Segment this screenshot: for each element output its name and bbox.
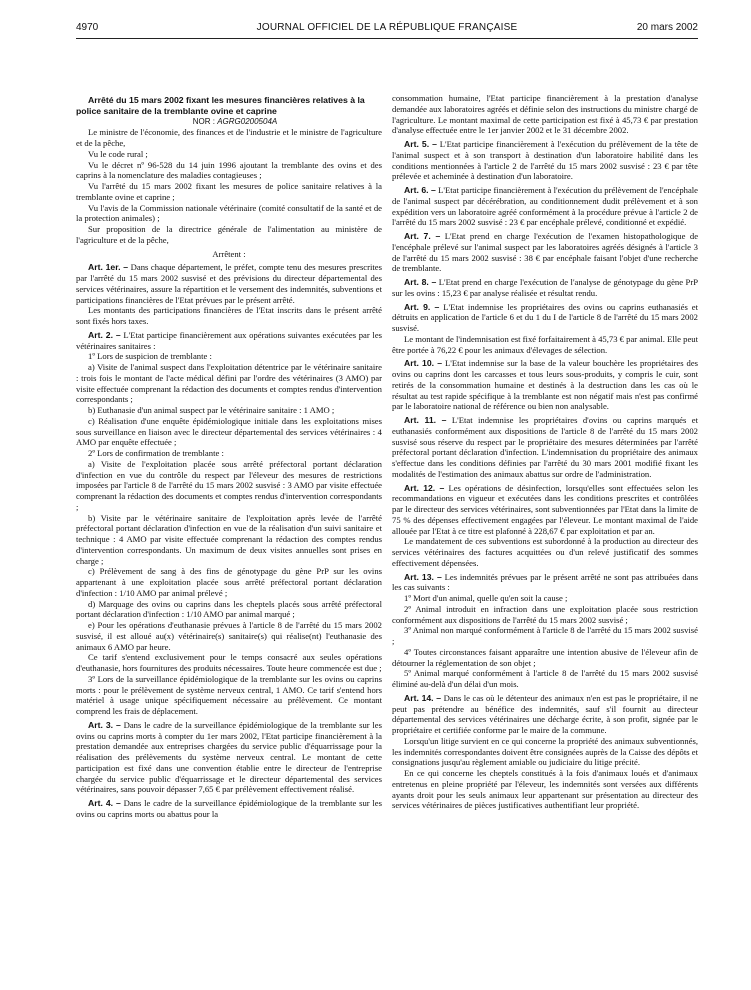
article-11-label: Art. 11. –	[404, 415, 447, 425]
article-6-text: L'Etat participe financièrement à l'exécution du prélèvement de l'encéphale de l'animal suspect par décérébration, au conditionnement dudit prélèvement et à son expédition vers un laboratoire agréé conformément à la procédure prévue à l'article 2 de l'arrêté du 15 mars 2002 susvisé : 23 € par encéphale prélevé, conditionné et expédié.	[392, 185, 698, 228]
article-9-text: L'Etat indemnise les propriétaires des ovins ou caprins euthanasiés et détruits en application de l'article 6 et du 1 du I de l'article 8 de l'arrêté du 15 mars 2002 susvisé.	[392, 301, 698, 333]
article-2-tarif: Ce tarif s'entend exclusivement pour le temps consacré aux seules opérations d'euthanasie, hors fournitures des produits nécessaires. Toute heure commencée est due ;	[76, 652, 382, 674]
article-2-item: c) Prélèvement de sang à des fins de génotypage du gène PrP sur les ovins appartenant à une exploitation placée sous arrêté préfectoral portant déclaration d'infection : 1/10 AMO par animal prélevé ;	[76, 566, 382, 598]
article-3-label: Art. 3. –	[88, 719, 121, 730]
preamble-vu-arrete: Vu l'arrêté du 15 mars 2002 fixant les mesures de police sanitaire relatives à la tremblante ovine et caprine ;	[76, 181, 382, 202]
article-2-label: Art. 2. –	[88, 329, 121, 340]
left-column	[76, 95, 382, 980]
article-9-paragraph-2: Le montant de l'indemnisation est fixé forfaitairement à 45,73 € par animal. Elle peut être portée à 76,22 € pour les animaux d'élevages de sélection.	[392, 333, 698, 355]
article-7-label: Art. 7. –	[404, 231, 441, 241]
article-14-paragraph-3: En ce qui concerne les cheptels constitués à la fois d'animaux loués et d'animaux entretenus en pleine propriété par l'éleveur, les indemnités sont versées aux différents ayants droit pour les seuls animaux leur appartenant sur présentation au directeur des services vétérinaires de pièces justificatives authentifiant leur propriété.	[392, 768, 698, 811]
article-14-paragraph-2: Lorsqu'un litige survient en ce qui concerne la propriété des animaux subventionnés, les indemnités correspondantes doivent être consignées auprès de la Caisse des dépôts et consignations jusqu'au règlement amiable ou judiciaire du litige précité.	[392, 735, 698, 768]
article-2-item: a) Visite de l'exploitation placée sous arrêté préfectoral portant déclaration d'infection en vue du contrôle du respect par l'éleveur des mesures de restrictions imposées par l'article 8 de l'arrêté du 15 mars 2002 susvisé : 3 AMO par visite effectuée comprenant la rédaction des documents et comptes rendus d'intervention correspondants ;	[76, 458, 382, 512]
article-2-item: 2º Lors de confirmation de tremblante :	[88, 448, 224, 459]
issue-date: 20 mars 2002	[636, 22, 698, 33]
article-2-item: e) Pour les opérations d'euthanasie prévues à l'article 8 de l'arrêté du 15 mars 2002 susvisé, il est alloué au(x) vétérinaire(s) sanitaire(s) qui réalise(nt) l'euthanasie des animaux 6 AMO par heure.	[76, 620, 382, 652]
article-13-item: 3º Animal non marqué conformément à l'article 8 de l'arrêté du 15 mars 2002 susvisé ;	[392, 625, 698, 646]
article-4	[76, 798, 382, 820]
preamble-ministers: Le ministre de l'économie, des finances et de l'industrie et le ministre de l'agriculture et de la pêche,	[76, 127, 382, 149]
preamble-vu-avis: Vu l'avis de la Commission nationale vétérinaire (comité consultatif de la santé et de la protection animales) ;	[76, 202, 382, 224]
article-13-item: 4º Toutes circonstances faisant apparaître une intention abusive de l'éleveur afin de détourner la réglementation de son objet ;	[392, 646, 698, 668]
article-12-label: Art. 12. –	[404, 482, 445, 493]
article-10-text: L'Etat indemnise sur la base de la valeur bouchère les propriétaires des ovins ou caprins dont les carcasses et tous leurs sous-produits, y compris le cuir, sont retirés de la consommation humaine et destinés à la destruction dans les cas où le résultat au test rapide spécifique à la tremblante est non négatif mais n'est pas confirmé par le laboratoire national de référence ou bien non analysable.	[392, 358, 698, 412]
article-9	[392, 302, 698, 334]
nor-code: AGRG0200504A	[217, 116, 278, 126]
page-number: 4970	[76, 22, 99, 33]
article-7	[392, 231, 698, 274]
preamble-proposition: Sur proposition de la directrice générale de l'alimentation au ministère de l'agriculture et de la pêche,	[76, 224, 382, 245]
article-12	[392, 483, 698, 537]
article-1-label: Art. 1er. –	[88, 262, 129, 273]
article-3-text: Dans le cadre de la surveillance épidémiologique de la tremblante sur les ovins ou caprins morts à compter du 1er mars 2002, l'Etat participe financièrement à la prestation demandée aux entreprises chargées du service public d'équarrissage pour la réalisation des prélèvements du système nerveux central. Le montant de cette participation est fixé dans une convention établie entre le directeur de l'entreprise chargée du service public d'équarrissage et le directeur départemental des services vétérinaires, sans pouvoir dépasser 7,65 € par prélèvement effectivement réalisé.	[76, 719, 382, 795]
article-4-text: Dans le cadre de la surveillance épidémiologique de la tremblante sur les ovins ou caprins morts ou abattus pour la	[76, 798, 382, 819]
right-column	[392, 93, 698, 978]
article-5-label: Art. 5. –	[404, 139, 437, 149]
article-2-item: a) Visite de l'animal suspect dans l'exploitation détentrice par le vétérinaire sanitaire : trois fois le montant de l'acte médical défini par l'ordre des vétérinaires (3 AMO) par visite effectuée comprenant la rédaction des documents et comptes rendus d'intervention correspondants ;	[76, 362, 382, 405]
decree-title: Arrêté du 15 mars 2002 fixant les mesures financières relatives à la police sanitaire de la tremblante ovine et caprine	[76, 95, 365, 116]
article-11-text: L'Etat indemnise les propriétaires d'ovins ou caprins marqués et euthanasiés conformément aux dispositions de l'article 8 de l'arrêté du 15 mars 2002 susvisé sous réserve du respect par le propriétaire des mesures déterminées par l'arrêté préfectoral portant déclaration d'infection. L'indemnisation du propriétaire des animaux s'effectue dans les conditions définies par l'arrêté du 30 mars 2001 modifié fixant les modalités de l'estimation des animaux abattus sur ordre de l'administration.	[392, 415, 698, 479]
article-2-item: c) Réalisation d'une enquête épidémiologique initiale dans les exploitations mises sous surveillance en liaison avec le directeur départemental des services vétérinaires : 4 AMO par enquête effectuée ;	[76, 415, 382, 448]
arretent-heading: Arrêtent :	[212, 248, 246, 259]
preamble-vu-code: Vu le code rural ;	[88, 148, 148, 159]
article-9-label: Art. 9. –	[404, 301, 440, 312]
article-10-label: Art. 10. –	[404, 358, 443, 369]
article-13-item: 2º Animal introduit en infraction dans une exploitation placée sous restriction conformément aux dispositions de l'arrêté du 15 mars 2002 susvisé ;	[392, 603, 698, 625]
page-header	[76, 22, 698, 36]
article-8-text: L'Etat prend en charge l'exécution de l'analyse de génotypage du gène PrP sur les ovins : 15,23 € par analyse réalisée et résultat rendu.	[392, 277, 698, 298]
article-1-text: Dans chaque département, le préfet, compte tenu des mesures prescrites par l'arrêté du 15 mars 2002 susvisé et des prévisions du directeur départemental des services vétérinaires, assure la répartition et le versement des indemnités, subventions et participations financières de l'Etat prévues par le présent arrêté.	[76, 262, 382, 305]
article-2-item: 3º Lors de la surveillance épidémiologique de la tremblante sur les ovins ou caprins morts : pour le prélèvement de système nerveux central, 1 AMO. Ce tarif s'entend hors matériel à usage unique spécifiquement nécessaire au prélèvement. Ce montant comprend les frais de déplacement.	[76, 673, 382, 717]
article-2-item: d) Marquage des ovins ou caprins dans les cheptels placés sous arrêté préfectoral portant déclaration d'infection : 1/10 AMO par animal marqué ;	[76, 598, 382, 620]
article-13-item: 1º Mort d'un animal, quelle qu'en soit la cause ;	[404, 593, 568, 603]
article-6-label: Art. 6. –	[404, 185, 436, 195]
article-2-item: b) Visite par le vétérinaire sanitaire de l'exploitation après levée de l'arrêté préfectoral portant déclaration d'infection en vue de la réalisation d'un suivi sanitaire et technique : 4 AMO par visite effectuée comprenant la rédaction des comptes rendus d'intervention correspondants. Un maximum de deux visites annuelles sont prises en charge ;	[76, 512, 382, 566]
article-13-text: Les indemnités prévues par le présent arrêté ne sont pas attribuées dans les cas suivants :	[392, 571, 698, 593]
article-6	[392, 185, 698, 228]
article-10	[392, 358, 698, 412]
article-2-text: L'Etat participe financièrement aux opérations suivantes exécutées par les vétérinaires sanitaires :	[76, 329, 382, 351]
article-7-text: L'Etat prend en charge l'exécution de l'examen histopathologique de l'encéphale prélevé sur l'animal suspect par les laboratoires agréés désignés à l'article 3 de l'arrêté du 15 mars 2002 susvisé : 38 € par encéphale faisant l'objet d'une recherche de tremblante.	[392, 231, 698, 274]
journal-title: JOURNAL OFFICIEL DE LA RÉPUBLIQUE FRANÇAISE	[256, 22, 518, 33]
preamble-vu-decret: Vu le décret nº 96-528 du 14 juin 1996 ajoutant la tremblante des ovins et des caprins à la nomenclature des maladies contagieuses ;	[76, 159, 382, 181]
nor-reference	[76, 117, 382, 128]
article-8	[392, 277, 698, 299]
article-4-label: Art. 4. –	[88, 798, 121, 809]
article-2-item: b) Euthanasie d'un animal suspect par le vétérinaire sanitaire : 1 AMO ;	[88, 405, 335, 416]
article-14-label: Art. 14. –	[404, 692, 442, 703]
article-13	[392, 572, 698, 594]
article-13-item: 5º Animal marqué conformément à l'article 8 de l'arrêté du 15 mars 2002 susvisé éliminé au-delà d'un délai d'un mois.	[392, 668, 698, 689]
article-5-text: L'Etat participe financièrement à l'exécution du prélèvement de la tête de l'animal suspect et à son transport à destination d'un laboratoire habilité dans les conditions mentionnées à l'article 2 de l'arrêté du 15 mars 2002 susvisé : 23 € par tête prélevée et acheminée à destination d'un laboratoire.	[392, 139, 698, 182]
article-2-item: 1º Lors de suspicion de tremblante :	[88, 351, 212, 362]
article-13-label: Art. 13. –	[404, 571, 442, 582]
article-1-paragraph-2: Les montants des participations financières de l'Etat inscrits dans le présent arrêté sont fixés hors taxes.	[76, 305, 382, 327]
header-rule	[76, 38, 698, 39]
article-4-continuation: consommation humaine, l'Etat participe financièrement à la prestation d'analyse demandée aux laboratoires agréés et définie selon des instructions du ministre chargé de l'agriculture. Le montant maximal de cette participation est fixé à 45,73 € par prestation d'analyse effectuée entre le 1er janvier 2002 et le 31 décembre 2002.	[392, 93, 698, 136]
article-12-text: Les opérations de désinfection, lorsqu'elles sont effectuées selon les recommandations en vigueur et exécutées dans les conditions prescrites et contrôlées par le directeur des services vétérinaires, sont subventionnées par l'Etat dans la limite de 75 % des dépenses effectivement engagées par l'éleveur. Le montant maximal de l'aide allouée par l'Etat à ce titre est plafonné à 228,67 € par exploitation et par an.	[392, 482, 698, 536]
article-14-text: Dans le cas où le détenteur des animaux n'en est pas le propriétaire, il ne peut pas prétendre au bénéfice des indemnités, sauf s'il fournit au directeur départemental des services vétérinaires une décharge écrite, à son profit, signée par le propriétaire et certifiée conforme par le maire de la commune.	[392, 692, 698, 735]
article-2	[76, 330, 382, 352]
article-5	[392, 139, 698, 182]
article-1	[76, 262, 382, 305]
nor-label: NOR :	[192, 116, 215, 126]
article-3	[76, 720, 382, 795]
article-14	[392, 693, 698, 736]
article-11	[392, 415, 698, 480]
article-12-paragraph-2: Le mandatement de ces subventions est subordonné à la production au directeur des services vétérinaires des factures acquittées ou d'un relevé justificatif des sommes effectivement dépensées.	[392, 536, 698, 568]
article-8-label: Art. 8. –	[404, 277, 437, 287]
